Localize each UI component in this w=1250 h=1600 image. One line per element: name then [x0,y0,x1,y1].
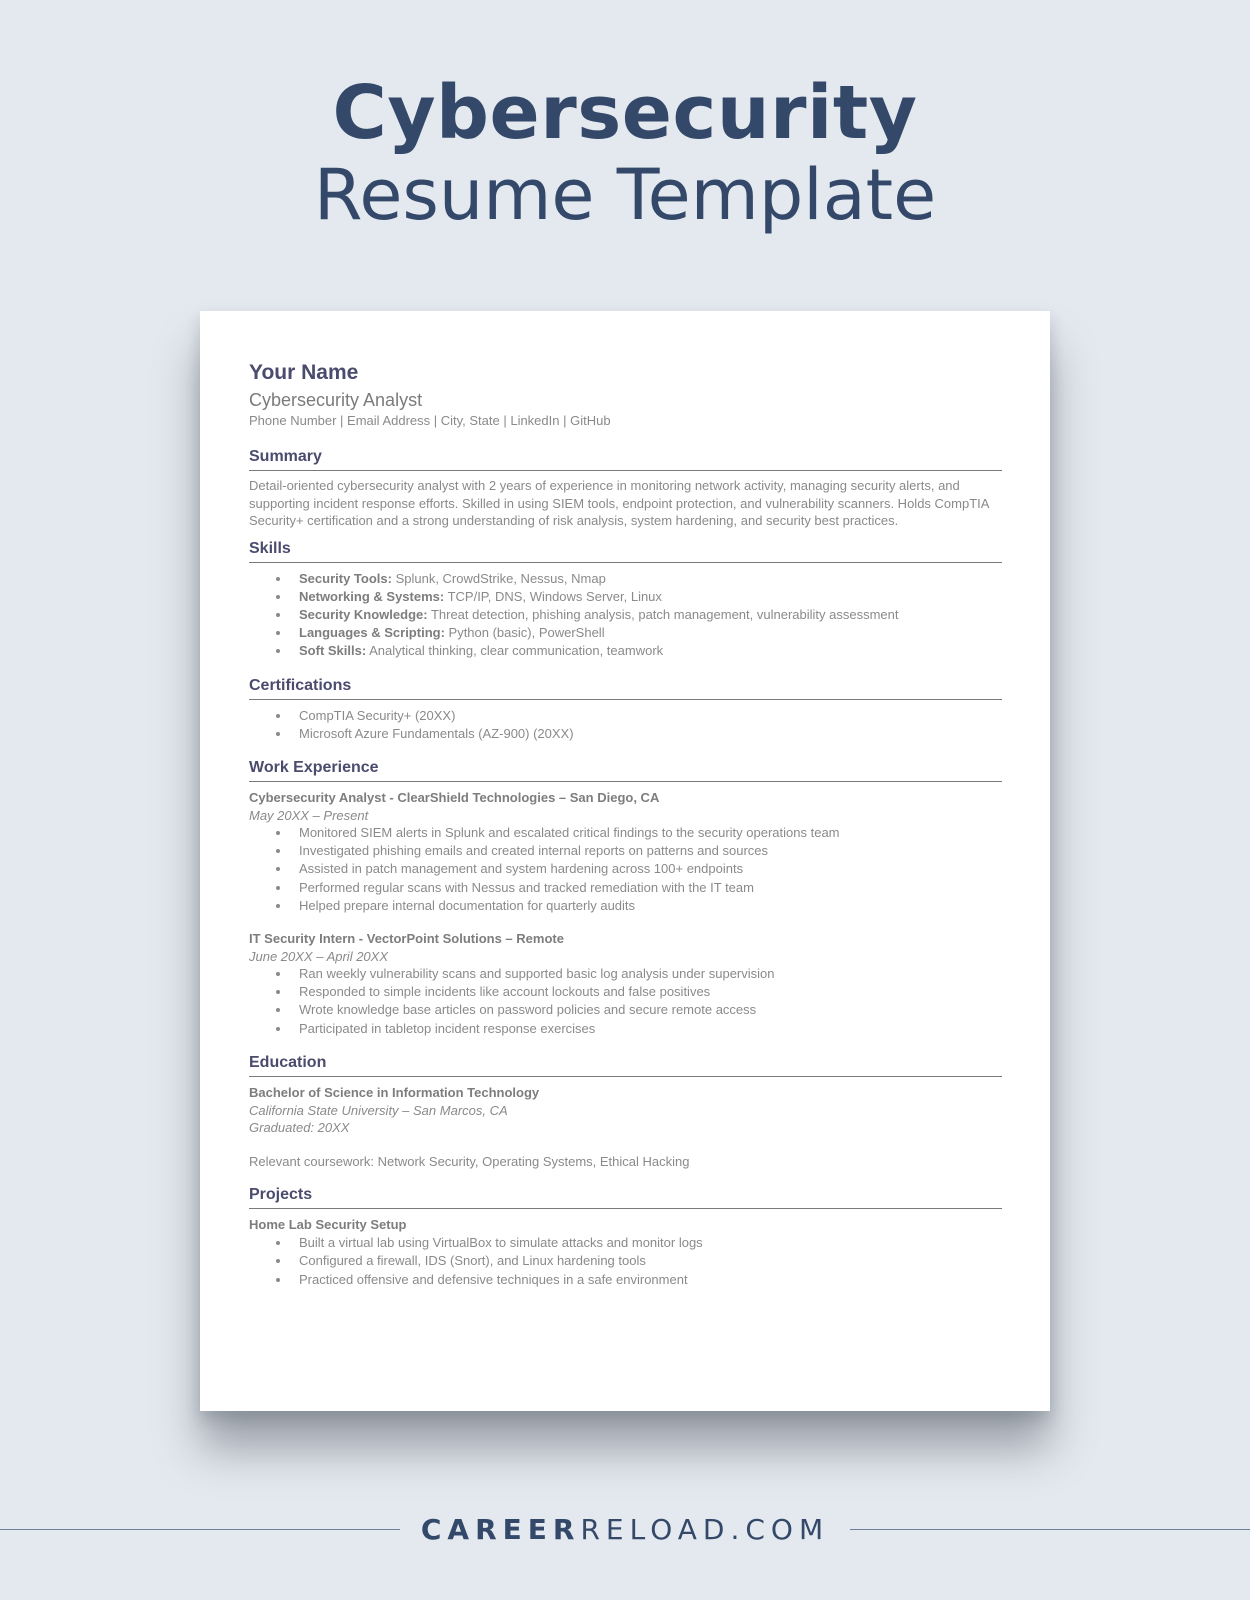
skill-value: TCP/IP, DNS, Windows Server, Linux [444,588,662,604]
list-item [299,624,1002,642]
list-item [299,642,1002,660]
job-dates: May 20XX – Present [249,807,369,823]
list-item: Ran weekly vulnerability scans and supported basic log analysis under supervision [299,965,1002,983]
list-item [299,570,1002,588]
section-work-heading: Work Experience [249,758,1002,782]
footer-brand-rest: RELOAD.COM [580,1513,830,1546]
skill-label: Security Tools: [299,570,392,586]
job-bullets [249,965,1002,1038]
section-skills-heading: Skills [249,539,1002,563]
section-certifications-heading: Certifications [249,676,1002,700]
hero-title: Cybersecurity [332,70,918,156]
skill-value: Analytical thinking, clear communication, teamwork [366,643,664,659]
list-item: Investigated phishing emails and created internal reports on patterns and sources [299,842,1002,860]
skill-value: Python (basic), PowerShell [444,625,605,641]
list-item: Practiced offensive and defensive techniques in a safe environment [299,1271,1002,1289]
list-item: Performed regular scans with Nessus and tracked remediation with the IT team [299,879,1002,897]
job-title: IT Security Intern - VectorPoint Solutions – Remote [249,930,564,946]
education-school: California State University – San Marcos, CA [249,1102,508,1118]
skills-list [249,570,1002,661]
list-item: Wrote knowledge base articles on password policies and secure remote access [299,1001,1002,1019]
skill-label: Security Knowledge: [299,606,428,622]
list-item: Configured a firewall, IDS (Snort), and Linux hardening tools [299,1252,1002,1270]
skill-label: Languages & Scripting: [299,625,445,641]
section-education-heading: Education [249,1053,1002,1077]
project-title: Home Lab Security Setup [249,1217,407,1233]
job-title: Cybersecurity Analyst - ClearShield Technologies – San Diego, CA [249,789,660,805]
summary-text: Detail-oriented cybersecurity analyst with 2 years of experience in monitoring network activity, managing security alerts, and supporting incident response efforts. Skilled in using SIEM tools, endpoint protection, and vulnerability scanners. Holds CompTIA Security+ certification and a strong understanding of risk analysis, system hardening, and security best practices. [249,478,989,528]
skill-label: Soft Skills: [299,643,367,659]
footer-brand-bold: CAREER [420,1513,581,1546]
list-item: Helped prepare internal documentation for quarterly audits [299,897,1002,915]
job-bullets [249,824,1002,915]
resume-name: Your Name [249,361,359,384]
section-projects-heading: Projects [249,1185,1002,1209]
list-item: Responded to simple incidents like account lockouts and false positives [299,983,1002,1001]
list-item: CompTIA Security+ (20XX) [299,707,1002,725]
resume-page [200,311,1050,1411]
resume-content [249,359,1002,1289]
skill-value: Threat detection, phishing analysis, patch management, vulnerability assessment [427,606,899,622]
project-bullets [249,1234,1002,1289]
skill-value: Splunk, CrowdStrike, Nessus, Nmap [391,570,606,586]
list-item: Built a virtual lab using VirtualBox to simulate attacks and monitor logs [299,1234,1002,1252]
resume-role: Cybersecurity Analyst [249,390,423,410]
resume-contact: Phone Number | Email Address | City, State | LinkedIn | GitHub [249,413,611,428]
section-summary-heading: Summary [249,447,1002,471]
list-item [299,588,1002,606]
job-dates: June 20XX – April 20XX [249,948,388,964]
education-graduated: Graduated: 20XX [249,1119,350,1135]
education-coursework: Relevant coursework: Network Security, Operating Systems, Ethical Hacking [249,1153,690,1169]
hero-subtitle: Resume Template [313,154,937,236]
footer-brand [0,1512,1250,1548]
skill-label: Networking & Systems: [299,588,445,604]
list-item: Monitored SIEM alerts in Splunk and escalated critical findings to the security operations team [299,824,1002,842]
list-item [299,606,1002,624]
certifications-list [249,707,1002,743]
education-degree: Bachelor of Science in Information Technology [249,1084,540,1100]
list-item: Participated in tabletop incident response exercises [299,1020,1002,1038]
list-item: Microsoft Azure Fundamentals (AZ-900) (20XX) [299,725,1002,743]
list-item: Assisted in patch management and system hardening across 100+ endpoints [299,860,1002,878]
